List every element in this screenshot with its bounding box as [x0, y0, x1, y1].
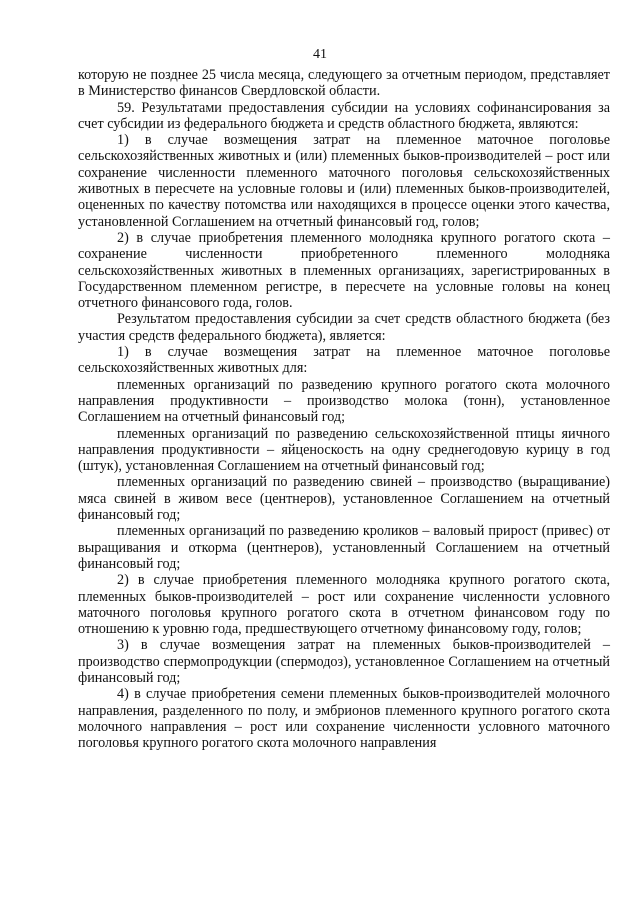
paragraph: племенных организаций по разведению сельскохозяйственной птицы яичного направления продуктивности – яйценоскость на одну среднегодовую курицу в год (штук), установленная Соглашением на отчетный финансовый год; [78, 425, 610, 475]
paragraph: 59. Результатами предоставления субсидии на условиях софинансирования за счет субсидии из федерального бюджета и средств областного бюджета, являются: [78, 99, 610, 132]
paragraph: 3) в случае возмещения затрат на племенных быков-производителей – производство спермопродукции (спермодоз), установленное Соглашением на отчетный финансовый год; [78, 637, 610, 686]
paragraph: 1) в случае возмещения затрат на племенное маточное поголовье сельскохозяйственных животных для: [78, 344, 610, 377]
document-body [78, 67, 610, 751]
paragraph: 2) в случае приобретения племенного молодняка крупного рогатого скота – сохранение численности приобретенного племенного молодняка сельскохозяйственных животных в племенных организациях, зарегистрированных в Государственном племенном регистре, в пересчете на условные головы на конец отчетного финансового года, голов. [78, 229, 610, 312]
paragraph: 1) в случае возмещения затрат на племенное маточное поголовье сельскохозяйственных животных и (или) племенных быков-производителей – рост или сохранение численности племенного маточного поголовья сельскохозяйственных животных в пересчете на условные головы и (или) племенных быков-производителей, оцененных по качеству потомства или находящихся в процессе оценки этого качества, установленной Соглашением на отчетный финансовый год, голов; [78, 132, 610, 230]
paragraph: племенных организаций по разведению крупного рогатого скота молочного направления продуктивности – производство молока (тонн), установленное Соглашением на отчетный финансовый год; [78, 376, 610, 426]
paragraph: Результатом предоставления субсидии за счет средств областного бюджета (без участия средств федерального бюджета), является: [78, 311, 610, 344]
paragraph: 4) в случае приобретения семени племенных быков-производителей молочного направления, разделенного по полу, и эмбрионов племенного крупного рогатого скота молочного направления – рост или сохранение численности условного маточного поголовья крупного рогатого скота молочного направления [78, 686, 610, 752]
paragraph: племенных организаций по разведению кроликов – валовый прирост (привес) от выращивания и откорма (центнеров), установленный Соглашением на отчетный финансовый год; [78, 523, 610, 572]
page-number: 41 [313, 47, 327, 62]
paragraph: племенных организаций по разведению свиней – производство (выращивание) мяса свиней в живом весе (центнеров), установленное Соглашением на отчетный финансовый год; [78, 474, 610, 524]
paragraph: которую не позднее 25 числа месяца, следующего за отчетным периодом, представляет в Министерство финансов Свердловской области. [78, 67, 610, 100]
paragraph: 2) в случае приобретения племенного молодняка крупного рогатого скота, племенных быков-производителей – рост или сохранение численности условного маточного поголовья крупного рогатого скота в отчетном финансовом году по отношению к уровню года, предшествующего отчетному финансовому году, голов; [78, 572, 610, 638]
